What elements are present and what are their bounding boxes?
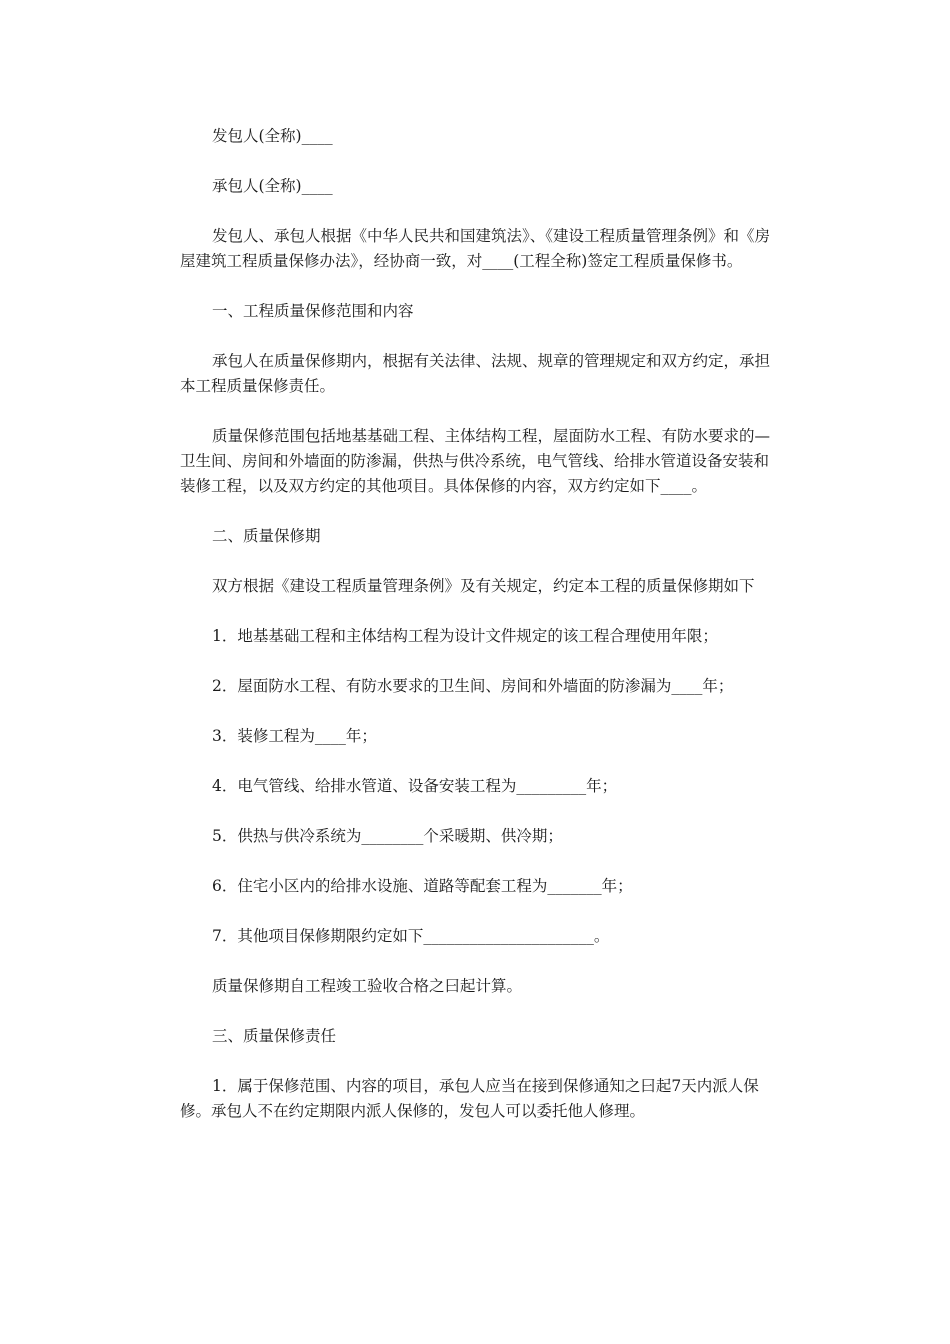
section-heading-2: 二、质量保修期 <box>212 527 321 545</box>
list-item: 1．属于保修范围、内容的项目，承包人应当在接到保修通知之曰起7天内派人保修。承包人不在约定期限内派人保修的，发包人可以委托他人修理。 <box>180 1077 759 1120</box>
paragraph: 双方根据《建设工程质量管理条例》及有关规定，约定本工程的质量保修期如下 <box>212 577 755 595</box>
list-item: 7．其他项目保修期限约定如下______________________。 <box>212 927 610 945</box>
section-heading-3: 三、质量保修责任 <box>212 1027 337 1045</box>
section-heading-1: 一、工程质量保修范围和内容 <box>212 302 414 320</box>
paragraph: 质量保修期自工程竣工验收合格之曰起计算。 <box>212 977 523 995</box>
document-body <box>180 124 780 1149</box>
paragraph: 承包人在质量保修期内，根据有关法律、法规、规章的管理规定和双方约定，承担本工程质量保修责任。 <box>180 352 771 395</box>
list-item: 3．装修工程为____年； <box>212 727 377 745</box>
list-item: 6．住宅小区内的给排水设施、道路等配套工程为_______年； <box>212 877 633 895</box>
list-item: 1．地基基础工程和主体结构工程为设计文件规定的该工程合理使用年限； <box>212 627 718 645</box>
intro-paragraph: 发包人、承包人根据《中华人民共和国建筑法》、《建设工程质量管理条例》和《房屋建筑工程质量保修办法》，经协商一致，对____(工程全称)签定工程质量保修书。 <box>180 227 771 270</box>
list-item: 2．屋面防水工程、有防水要求的卫生间、房间和外墙面的防渗漏为____年； <box>212 677 734 695</box>
list-item: 5．供热与供冷系统为________个采暖期、供冷期； <box>212 827 563 845</box>
paragraph: 质量保修范围包括地基基础工程、主体结构工程，屋面防水工程、有防水要求的—卫生间、房间和外墙面的防渗漏，供热与供冷系统，电气管线、给排水管道设备安装和装修工程，以及双方约定的其他项目。具体保修的内容，双方约定如下____。 <box>180 427 771 495</box>
list-item: 4．电气管线、给排水管道、设备安装工程为_________年； <box>212 777 618 795</box>
party-a-line: 发包人(全称)____ <box>212 127 333 145</box>
party-b-line: 承包人(全称)____ <box>212 177 333 195</box>
